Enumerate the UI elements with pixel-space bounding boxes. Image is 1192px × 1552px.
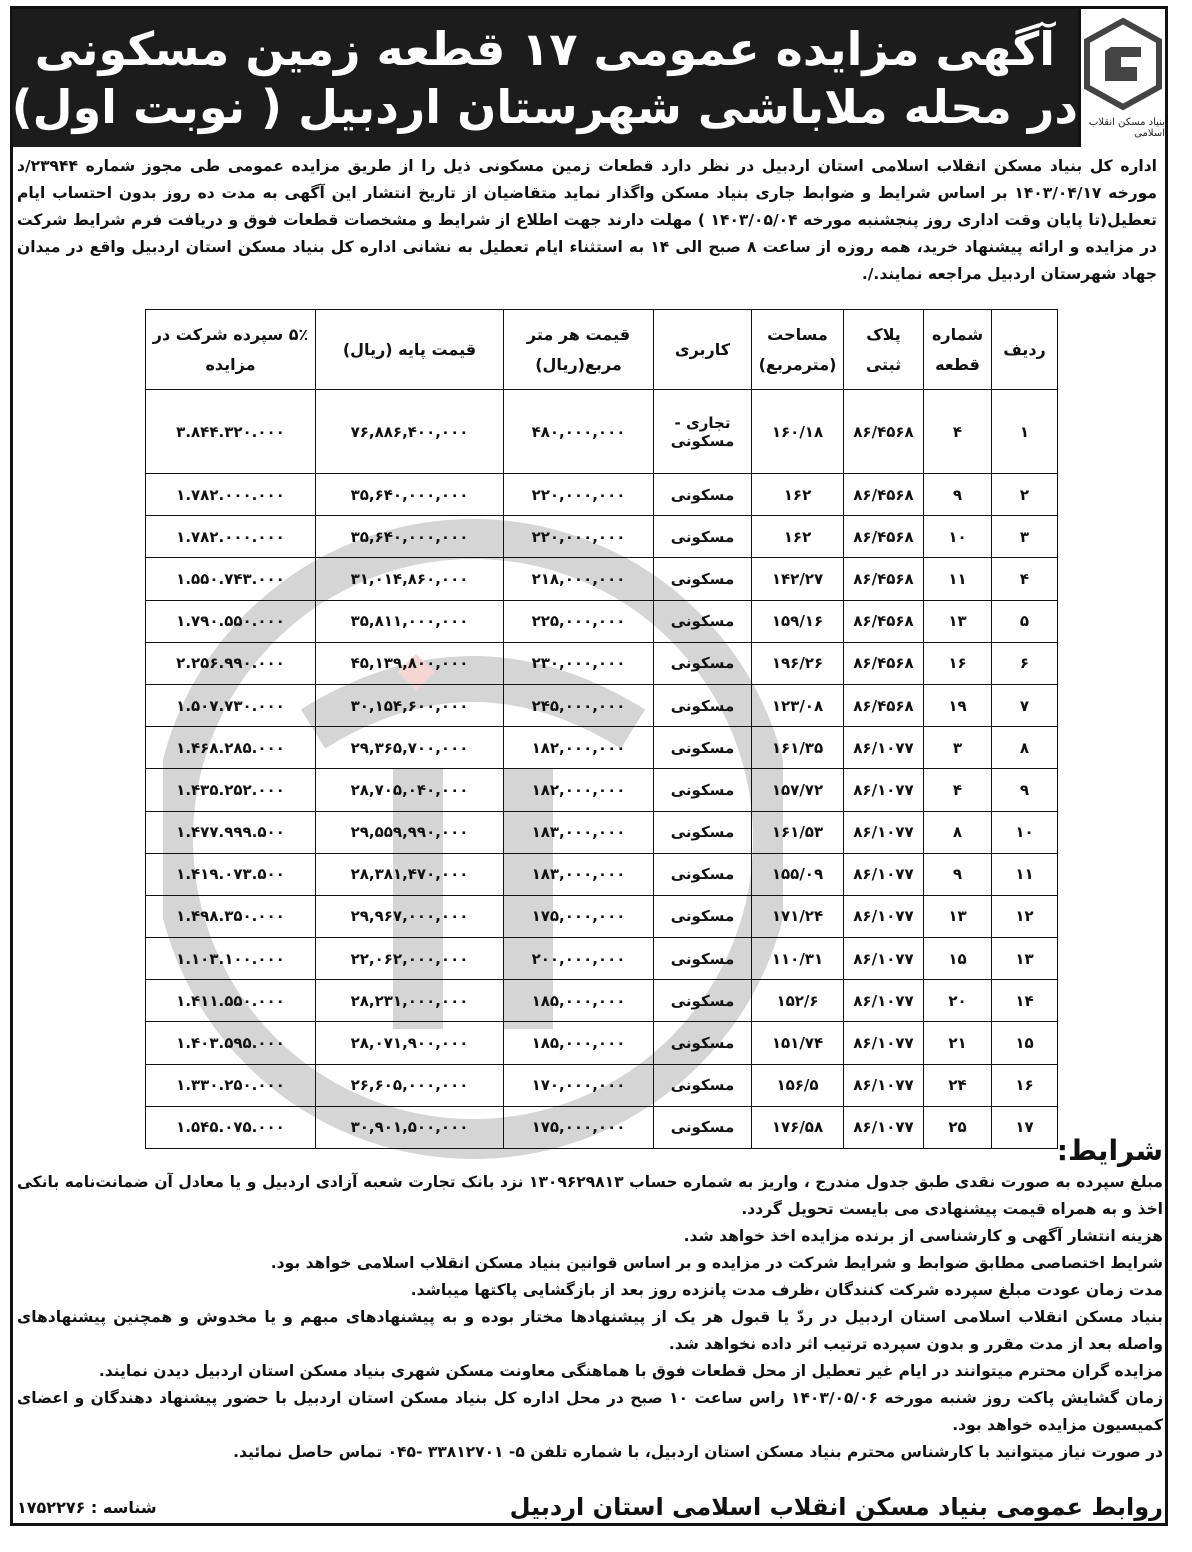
footer-organization: روابط عمومی بنیاد مسکن انقلاب اسلامی استان اردبیل: [509, 1493, 1163, 1521]
cell-area: ۱۶۲: [752, 516, 844, 558]
table-row: [146, 895, 1058, 937]
intro-paragraph: اداره کل بنیاد مسکن انقلاب اسلامی استان اردبیل در نظر دارد قطعات زمین مسکونی ذیل را از طریق مزایده عمومی طی مجوز شماره ۲۳۹۴۴/د مورخه ۱۴۰۳/۰۴/۱۷ بر اساس شرایط و ضوابط جاری بنیاد مسکن واگذار نماید متقاضیان از تاریخ انتشار این آگهی به مدت ده روز بدون احتساب ایام تعطیل(تا پایان وقت اداری روز پنجشنبه مورخه ۱۴۰۳/۰۵/۰۴ ) مهلت دارند جهت اطلاع از شرایط و مشخصات قطعات فوق و دریافت فرم شرایط شرکت در مزایده و ارائه پیشنهاد خرید، همه روزه از ساعت ۸ صبح الی ۱۴ به استثناء ایام تعطیل به نشانی اداره کل بنیاد مسکن استان اردبیل واقع در میدان جهاد شهرستان اردبیل مراجعه نمایند./.: [17, 157, 1157, 283]
cell-price-per-m: ۲۴۵,۰۰۰,۰۰۰: [504, 684, 654, 726]
cell-deposit: ۱.۴۹۸.۳۵۰.۰۰۰: [146, 895, 316, 937]
cell-plaque: ۸۶/۴۵۶۸: [844, 642, 924, 684]
cell-plaque: ۸۶/۴۵۶۸: [844, 600, 924, 642]
cell-base-price: ۳۰,۹۰۱,۵۰۰,۰۰۰: [316, 1106, 504, 1148]
cell-lot: ۸: [924, 811, 992, 853]
cell-area: ۱۴۲/۲۷: [752, 558, 844, 600]
cell-base-price: ۲۸,۳۸۱,۴۷۰,۰۰۰: [316, 853, 504, 895]
notice-header: [13, 9, 1165, 147]
table-row: [146, 390, 1058, 474]
cell-row: ۱۷: [992, 1106, 1058, 1148]
cell-price-per-m: ۲۰۰,۰۰۰,۰۰۰: [504, 938, 654, 980]
cell-price-per-m: ۲۲۰,۰۰۰,۰۰۰: [504, 474, 654, 516]
cell-row: ۶: [992, 642, 1058, 684]
cell-area: ۱۷۶/۵۸: [752, 1106, 844, 1148]
cell-base-price: ۲۲,۰۶۲,۰۰۰,۰۰۰: [316, 938, 504, 980]
logo-caption: بنیاد مسکن انقلاب اسلامی: [1088, 117, 1165, 139]
cell-area: ۱۶۱/۳۵: [752, 727, 844, 769]
cell-use: مسکونی: [654, 684, 752, 726]
table-row: [146, 769, 1058, 811]
cell-plaque: ۸۶/۱۰۷۷: [844, 1022, 924, 1064]
cell-plaque: ۸۶/۴۵۶۸: [844, 684, 924, 726]
condition-item: شرایط اختصاصی مطابق ضوابط و شرایط شرکت در مزایده و بر اساس قوانین بنیاد مسکن انقلاب اسلامی خواهد بود.: [270, 1254, 1163, 1272]
cell-base-price: ۲۸,۷۰۵,۰۴۰,۰۰۰: [316, 769, 504, 811]
cell-use: مسکونی: [654, 642, 752, 684]
cell-use: مسکونی: [654, 1022, 752, 1064]
cell-price-per-m: ۲۲۰,۰۰۰,۰۰۰: [504, 516, 654, 558]
cell-use: مسکونی: [654, 727, 752, 769]
table-header-row: [146, 310, 1058, 390]
cell-deposit: ۱.۴۳۵.۲۵۲.۰۰۰: [146, 769, 316, 811]
cell-plaque: ۸۶/۱۰۷۷: [844, 811, 924, 853]
cell-row: ۱۱: [992, 853, 1058, 895]
cell-area: ۱۵۱/۷۴: [752, 1022, 844, 1064]
notice-frame: [10, 6, 1168, 1526]
cell-base-price: ۷۶,۸۸۶,۴۰۰,۰۰۰: [316, 390, 504, 474]
cell-row: ۱۵: [992, 1022, 1058, 1064]
cell-deposit: ۱.۴۰۳.۵۹۵.۰۰۰: [146, 1022, 316, 1064]
cell-deposit: ۳.۸۴۴.۳۲۰.۰۰۰: [146, 390, 316, 474]
cell-price-per-m: ۱۸۳,۰۰۰,۰۰۰: [504, 853, 654, 895]
table-row: [146, 853, 1058, 895]
cell-use: مسکونی: [654, 474, 752, 516]
cell-price-per-m: ۱۷۵,۰۰۰,۰۰۰: [504, 1106, 654, 1148]
cell-deposit: ۱.۱۰۳.۱۰۰.۰۰۰: [146, 938, 316, 980]
cell-area: ۱۲۳/۰۸: [752, 684, 844, 726]
cell-plaque: ۸۶/۱۰۷۷: [844, 895, 924, 937]
cell-deposit: ۱.۵۵۰.۷۴۳.۰۰۰: [146, 558, 316, 600]
cell-base-price: ۲۶,۶۰۵,۰۰۰,۰۰۰: [316, 1064, 504, 1106]
conditions-title: شرایط:: [1056, 1134, 1163, 1167]
notice-title-line1: آگهی مزایده عمومی ۱۷ قطعه زمین مسکونی: [34, 22, 1055, 76]
table-row: [146, 938, 1058, 980]
cell-price-per-m: ۲۳۰,۰۰۰,۰۰۰: [504, 642, 654, 684]
cell-base-price: ۴۵,۱۳۹,۸۰۰,۰۰۰: [316, 642, 504, 684]
cell-lot: ۱۰: [924, 516, 992, 558]
cell-area: ۱۵۷/۷۲: [752, 769, 844, 811]
condition-item: مدت زمان عودت مبلغ سپرده شرکت کنندگان ،ظرف مدت پانزده روز بعد از بازگشایی پاکتها میباشد.: [410, 1281, 1163, 1299]
cell-area: ۱۷۱/۲۴: [752, 895, 844, 937]
cell-area: ۱۱۰/۳۱: [752, 938, 844, 980]
cell-lot: ۲۴: [924, 1064, 992, 1106]
cell-lot: ۹: [924, 853, 992, 895]
cell-plaque: ۸۶/۴۵۶۸: [844, 390, 924, 474]
footer-id: شناسه : ۱۷۵۲۲۷۶: [17, 1497, 157, 1517]
cell-base-price: ۳۵,۸۱۱,۰۰۰,۰۰۰: [316, 600, 504, 642]
col-header-row: ردیف: [992, 310, 1058, 390]
table-row: [146, 1064, 1058, 1106]
cell-price-per-m: ۱۸۳,۰۰۰,۰۰۰: [504, 811, 654, 853]
cell-plaque: ۸۶/۴۵۶۸: [844, 558, 924, 600]
cell-use: مسکونی: [654, 516, 752, 558]
cell-price-per-m: ۱۸۵,۰۰۰,۰۰۰: [504, 980, 654, 1022]
cell-row: ۱۴: [992, 980, 1058, 1022]
condition-item: مبلغ سپرده به صورت نقدی طبق جدول مندرج ، واریز به شماره حساب ۱۳۰۹۶۲۹۸۱۳ نزد بانک تجارت شعبه آزادی اردبیل و یا معادل آن ضمانت‌نامه بانکی اخذ و به همراه قیمت پیشنهادی می بایست تحویل گردد.: [17, 1173, 1163, 1218]
cell-deposit: ۱.۵۴۵.۰۷۵.۰۰۰: [146, 1106, 316, 1148]
cell-use: تجاری - مسکونی: [654, 390, 752, 474]
cell-use: مسکونی: [654, 558, 752, 600]
cell-row: ۷: [992, 684, 1058, 726]
condition-item: مزایده گران محترم میتوانند در ایام غیر تعطیل از محل قطعات فوق با هماهنگی معاونت مسکن شهری بنیاد مسکن استان اردبیل دیدن نمایند.: [98, 1362, 1163, 1380]
col-header-base-price: قیمت پایه (ریال): [316, 310, 504, 390]
cell-row: ۱۶: [992, 1064, 1058, 1106]
title-box: [12, 9, 1078, 147]
auction-table-wrap: [145, 309, 1057, 1149]
cell-area: ۱۶۱/۵۳: [752, 811, 844, 853]
cell-plaque: ۸۶/۱۰۷۷: [844, 727, 924, 769]
cell-row: ۲: [992, 474, 1058, 516]
cell-use: مسکونی: [654, 895, 752, 937]
notice-title-line2: در محله ملاباشی شهرستان اردبیل ( نوبت اول): [11, 80, 1078, 134]
cell-base-price: ۳۵,۶۴۰,۰۰۰,۰۰۰: [316, 474, 504, 516]
cell-lot: ۱۵: [924, 938, 992, 980]
cell-use: مسکونی: [654, 980, 752, 1022]
cell-area: ۱۵۶/۵: [752, 1064, 844, 1106]
cell-area: ۱۵۲/۶: [752, 980, 844, 1022]
cell-price-per-m: ۱۸۲,۰۰۰,۰۰۰: [504, 727, 654, 769]
cell-row: ۱۳: [992, 938, 1058, 980]
cell-use: مسکونی: [654, 600, 752, 642]
cell-deposit: ۱.۴۷۷.۹۹۹.۵۰۰: [146, 811, 316, 853]
cell-plaque: ۸۶/۱۰۷۷: [844, 1064, 924, 1106]
cell-area: ۱۶۲: [752, 474, 844, 516]
cell-price-per-m: ۱۷۵,۰۰۰,۰۰۰: [504, 895, 654, 937]
logo-box: [1078, 9, 1165, 147]
table-row: [146, 516, 1058, 558]
cell-lot: ۱۹: [924, 684, 992, 726]
cell-price-per-m: ۴۸۰,۰۰۰,۰۰۰: [504, 390, 654, 474]
table-row: [146, 727, 1058, 769]
cell-base-price: ۲۹,۳۶۵,۷۰۰,۰۰۰: [316, 727, 504, 769]
cell-use: مسکونی: [654, 1064, 752, 1106]
cell-deposit: ۱.۷۸۲.۰۰۰.۰۰۰: [146, 516, 316, 558]
condition-item: زمان گشایش پاکت روز شنبه مورخه ۱۴۰۳/۰۵/۰۶ راس ساعت ۱۰ صبح در محل اداره کل بنیاد مسکن استان اردبیل با حضور پیشنهاد دهندگان و اعضای کمیسیون مزایده خواهد بود.: [17, 1389, 1164, 1434]
col-header-deposit: ۵٪ سپرده شرکت در مزایده: [146, 310, 316, 390]
cell-lot: ۱۱: [924, 558, 992, 600]
cell-use: مسکونی: [654, 853, 752, 895]
cell-base-price: ۳۱,۰۱۴,۸۶۰,۰۰۰: [316, 558, 504, 600]
table-row: [146, 558, 1058, 600]
cell-plaque: ۸۶/۱۰۷۷: [844, 980, 924, 1022]
cell-use: مسکونی: [654, 769, 752, 811]
cell-row: ۹: [992, 769, 1058, 811]
cell-lot: ۳: [924, 727, 992, 769]
cell-deposit: ۱.۴۶۸.۲۸۵.۰۰۰: [146, 727, 316, 769]
housing-foundation-logo: [1081, 17, 1165, 113]
cell-base-price: ۲۸,۲۳۱,۰۰۰,۰۰۰: [316, 980, 504, 1022]
cell-lot: ۲۰: [924, 980, 992, 1022]
cell-row: ۱۰: [992, 811, 1058, 853]
col-header-use: کاربری: [654, 310, 752, 390]
table-row: [146, 684, 1058, 726]
cell-area: ۱۹۶/۲۶: [752, 642, 844, 684]
table-row: [146, 474, 1058, 516]
cell-base-price: ۳۵,۶۴۰,۰۰۰,۰۰۰: [316, 516, 504, 558]
conditions-section: [17, 1133, 1163, 1466]
cell-lot: ۱۳: [924, 600, 992, 642]
cell-base-price: ۲۹,۹۶۷,۰۰۰,۰۰۰: [316, 895, 504, 937]
notice-footer: [17, 1493, 1163, 1521]
cell-row: ۱۲: [992, 895, 1058, 937]
cell-row: ۸: [992, 727, 1058, 769]
table-row: [146, 600, 1058, 642]
cell-lot: ۴: [924, 390, 992, 474]
cell-row: ۵: [992, 600, 1058, 642]
cell-lot: ۴: [924, 769, 992, 811]
condition-item: بنیاد مسکن انقلاب اسلامی استان اردبیل در ردّ یا قبول هر یک از پیشنهادها مختار بوده و به پیشنهادهای مبهم و یا مخدوش و همچنین پیشنهادهای واصله بعد از مدت مقرر و بدون سپرده ترتیب اثر داده نخواهد شد.: [17, 1308, 1163, 1353]
cell-price-per-m: ۲۲۵,۰۰۰,۰۰۰: [504, 600, 654, 642]
cell-plaque: ۸۶/۱۰۷۷: [844, 769, 924, 811]
cell-use: مسکونی: [654, 938, 752, 980]
cell-area: ۱۵۵/۰۹: [752, 853, 844, 895]
table-row: [146, 811, 1058, 853]
cell-base-price: ۳۰,۱۵۴,۶۰۰,۰۰۰: [316, 684, 504, 726]
cell-price-per-m: ۱۸۲,۰۰۰,۰۰۰: [504, 769, 654, 811]
cell-lot: ۱۶: [924, 642, 992, 684]
table-row: [146, 642, 1058, 684]
cell-price-per-m: ۱۸۵,۰۰۰,۰۰۰: [504, 1022, 654, 1064]
cell-deposit: ۱.۴۱۹.۰۷۳.۵۰۰: [146, 853, 316, 895]
cell-price-per-m: ۲۱۸,۰۰۰,۰۰۰: [504, 558, 654, 600]
cell-lot: ۲۵: [924, 1106, 992, 1148]
cell-price-per-m: ۱۷۰,۰۰۰,۰۰۰: [504, 1064, 654, 1106]
cell-row: ۴: [992, 558, 1058, 600]
table-row: [146, 1022, 1058, 1064]
cell-deposit: ۱.۵۰۷.۷۳۰.۰۰۰: [146, 684, 316, 726]
cell-plaque: ۸۶/۴۵۶۸: [844, 516, 924, 558]
cell-plaque: ۸۶/۱۰۷۷: [844, 938, 924, 980]
cell-use: مسکونی: [654, 811, 752, 853]
cell-base-price: ۲۹,۵۵۹,۹۹۰,۰۰۰: [316, 811, 504, 853]
cell-base-price: ۲۸,۰۷۱,۹۰۰,۰۰۰: [316, 1022, 504, 1064]
cell-deposit: ۲.۲۵۶.۹۹۰.۰۰۰: [146, 642, 316, 684]
cell-lot: ۱۳: [924, 895, 992, 937]
cell-lot: ۲۱: [924, 1022, 992, 1064]
cell-plaque: ۸۶/۴۵۶۸: [844, 474, 924, 516]
condition-item: در صورت نیاز میتوانید با کارشناس محترم بنیاد مسکن استان اردبیل، با شماره تلفن ۵- ۳۳۸۱۲۷۰۱ -۰۴۵ تماس حاصل نمائید.: [233, 1443, 1163, 1461]
col-header-plaque: پلاک ثبتی: [844, 310, 924, 390]
cell-lot: ۹: [924, 474, 992, 516]
col-header-lot: شماره قطعه: [924, 310, 992, 390]
auction-table: [145, 309, 1058, 1149]
cell-deposit: ۱.۷۹۰.۵۵۰.۰۰۰: [146, 600, 316, 642]
cell-plaque: ۸۶/۱۰۷۷: [844, 1106, 924, 1148]
cell-row: ۱: [992, 390, 1058, 474]
condition-item: هزینه انتشار آگهی و کارشناسی از برنده مزایده اخذ خواهد شد.: [683, 1227, 1163, 1245]
cell-use: مسکونی: [654, 1106, 752, 1148]
cell-area: ۱۵۹/۱۶: [752, 600, 844, 642]
table-row: [146, 980, 1058, 1022]
col-header-price-per-m: قیمت هر متر مربع(ریال): [504, 310, 654, 390]
cell-area: ۱۶۰/۱۸: [752, 390, 844, 474]
cell-row: ۳: [992, 516, 1058, 558]
col-header-area: مساحت (مترمربع): [752, 310, 844, 390]
cell-deposit: ۱.۴۱۱.۵۵۰.۰۰۰: [146, 980, 316, 1022]
cell-plaque: ۸۶/۱۰۷۷: [844, 853, 924, 895]
cell-deposit: ۱.۳۳۰.۲۵۰.۰۰۰: [146, 1064, 316, 1106]
cell-deposit: ۱.۷۸۲.۰۰۰.۰۰۰: [146, 474, 316, 516]
